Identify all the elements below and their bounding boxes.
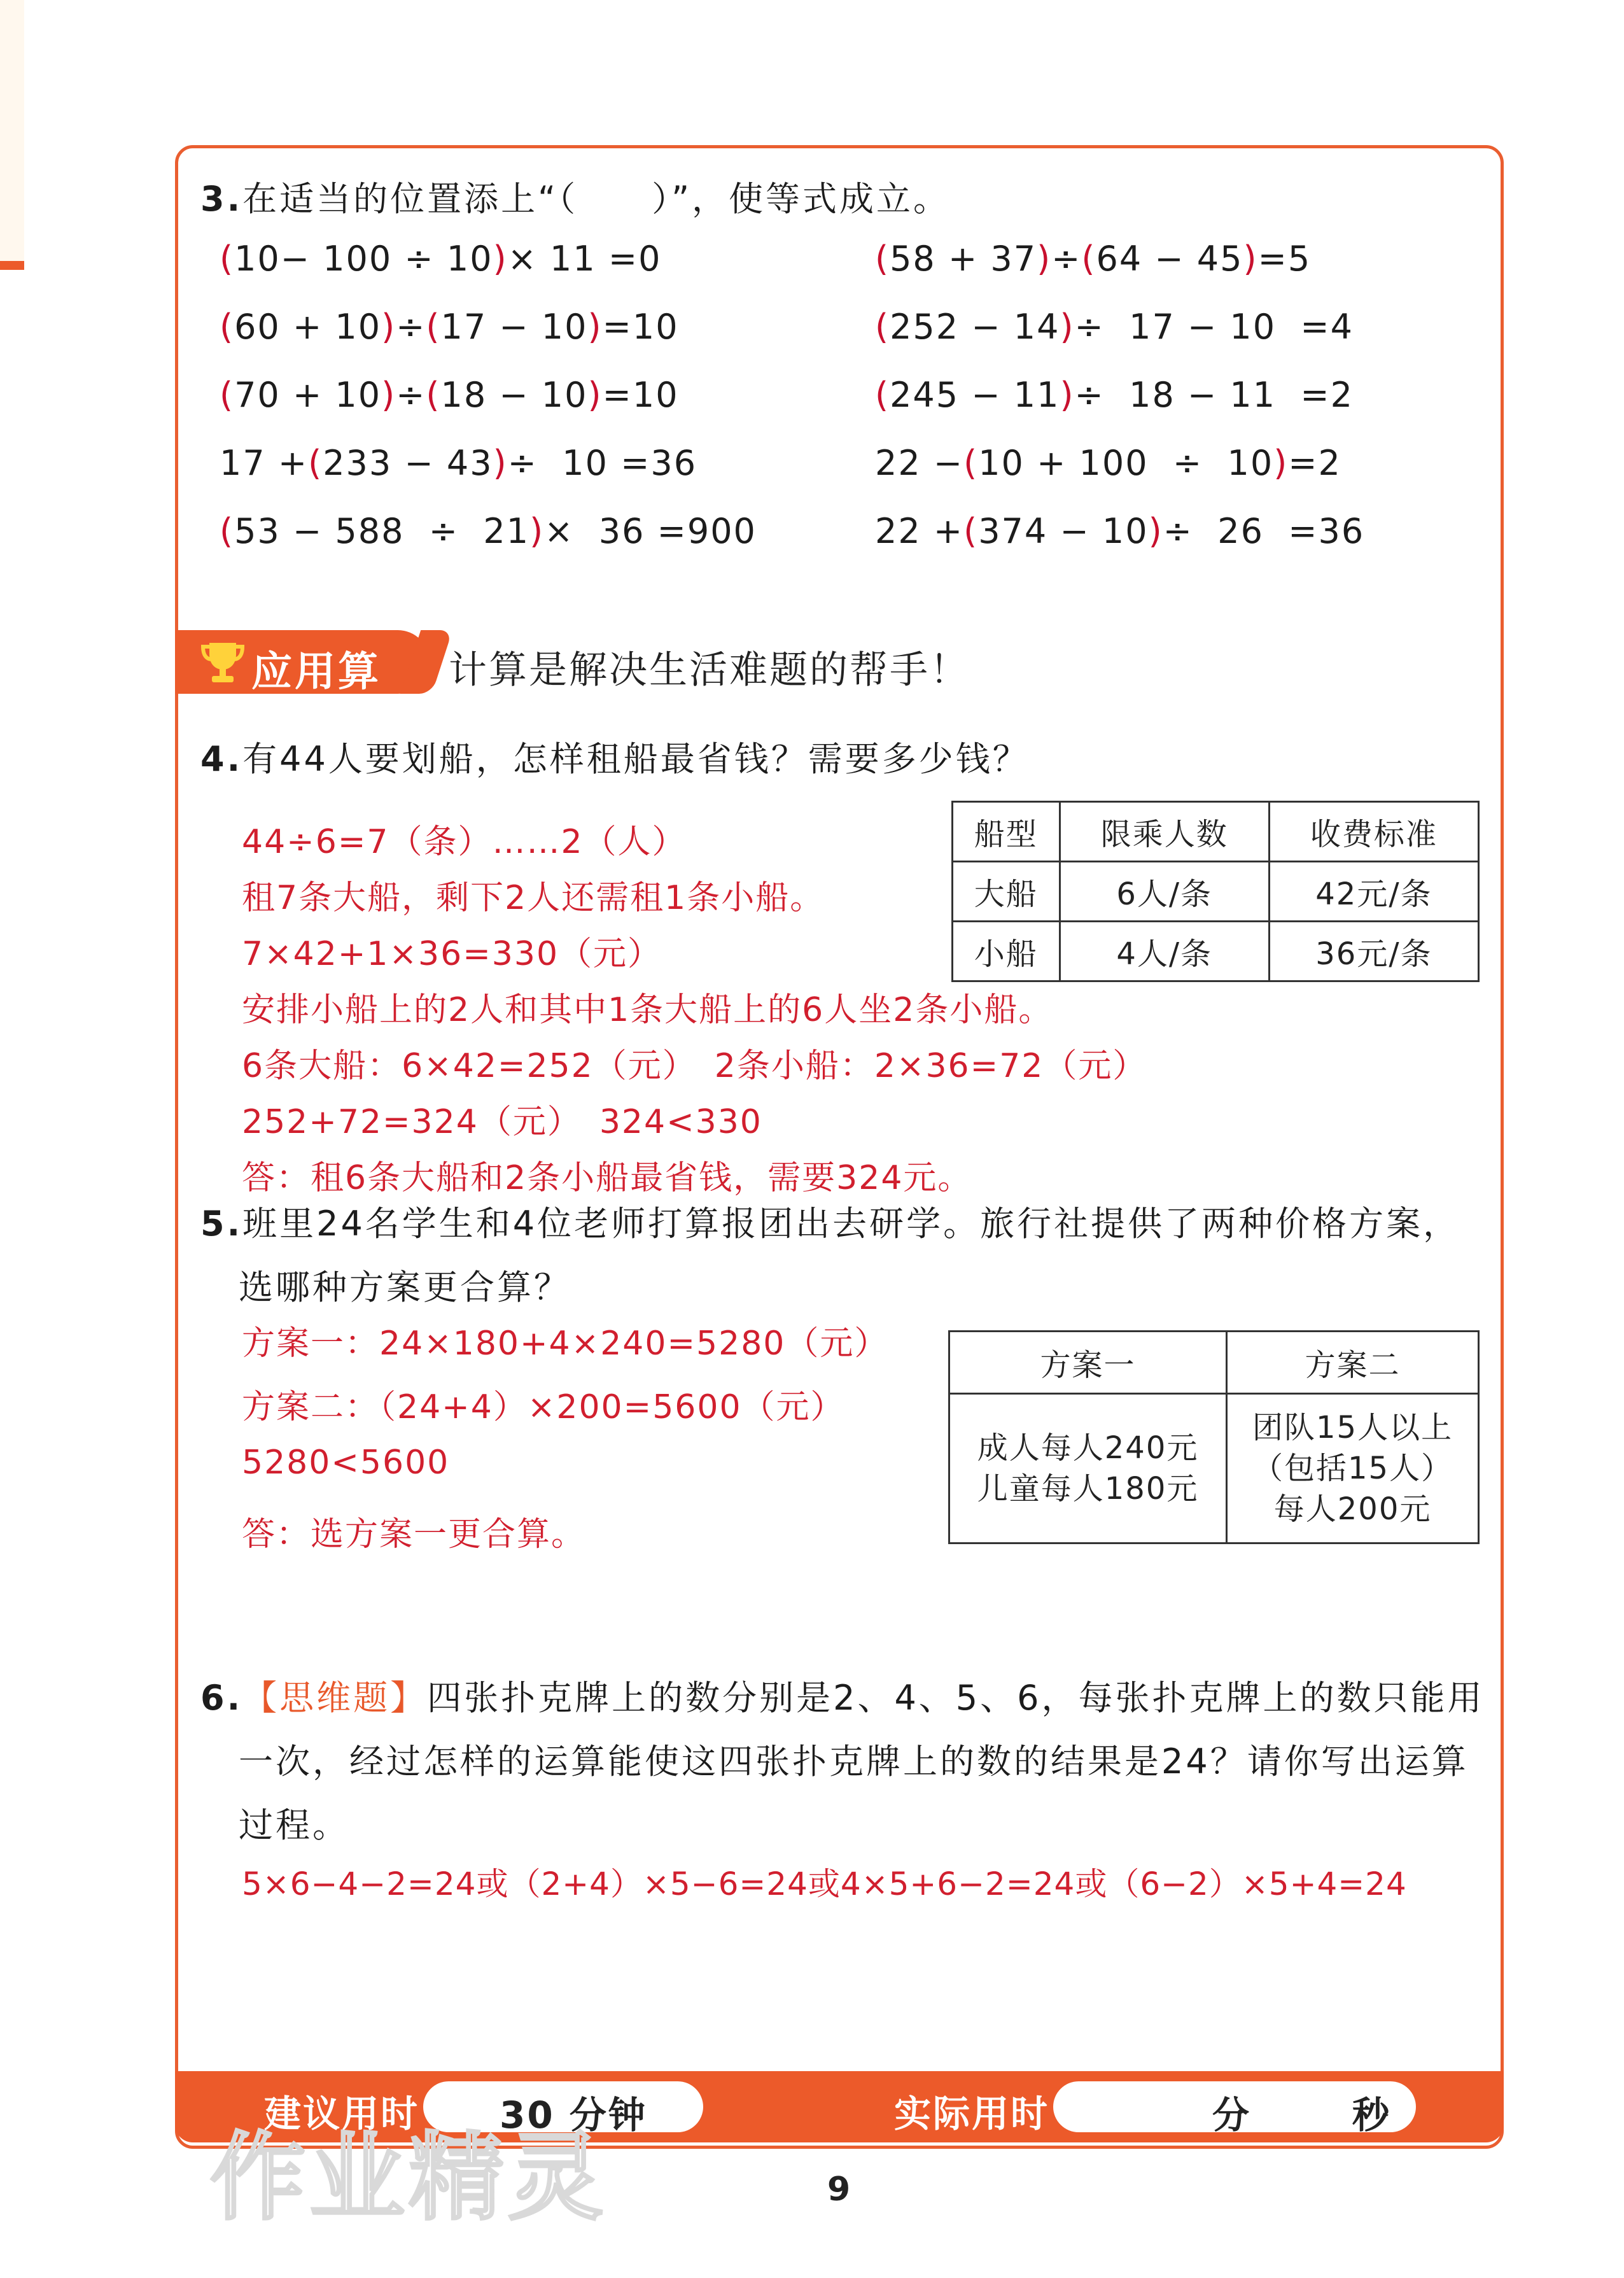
q6-title-line3: 过程。 (239, 1805, 349, 1845)
table-header: 方案一 (949, 1332, 1227, 1394)
q4-answer-line: 租7条大船，剩下2人还需租1条小船。 (242, 879, 825, 917)
q6-answer: 5×6−4−2=24或（2+4）×5−6=24或4×5+6−2=24或（6−2）×5+4=24 (242, 1866, 1407, 1902)
q3-equation: (252 − 14)÷ 17 − 10 =4 (875, 307, 1354, 347)
suggested-time-value: 30 分钟 (500, 2093, 647, 2137)
q3-equation: (70 + 10)÷(18 − 10)=10 (220, 375, 679, 415)
q3-equation: (58 + 37)÷(64 − 45)=5 (875, 239, 1312, 279)
q5-title-line2: 选哪种方案更合算？ (239, 1267, 571, 1307)
q5-title: 5.班里24名学生和4位老师打算报团出去研学。旅行社提供了两种价格方案， (200, 1204, 1460, 1244)
q4-answer-line: 7×42+1×36=330（元） (242, 935, 662, 973)
q6-tag: 【思维题】 (242, 1678, 428, 1718)
q5-answer-line: 答：选方案一更合算。 (242, 1515, 586, 1554)
q5-answer-line: 方案一：24×180+4×240=5280（元） (242, 1325, 889, 1363)
boat-table (951, 801, 1480, 982)
q3-equation: (10− 100 ÷ 10)× 11 =0 (220, 239, 662, 279)
q4-answer-line: 252+72=324（元） 324<330 (242, 1103, 762, 1141)
q4-answer-line: 6条大船：6×42=252（元） 2条小船：2×36=72（元） (242, 1047, 1147, 1085)
table-cell: 团队15人以上 （包括15人） 每人200元 (1227, 1394, 1479, 1543)
q6-title: 6.【思维题】四张扑克牌上的数分别是2、4、5、6，每张扑克牌上的数只能用 (200, 1678, 1485, 1718)
q3-equation: 22 +(374 − 10)÷ 26 =36 (875, 511, 1365, 551)
section-banner (175, 630, 442, 700)
table-cell: 42元/条 (1269, 862, 1478, 922)
q3-equation: (245 − 11)÷ 18 − 11 =2 (875, 375, 1354, 415)
q3-equation: 17 +(233 − 43)÷ 10 =36 (220, 443, 697, 483)
minute-unit: 分 (1212, 2093, 1252, 2137)
table-cell: 大船 (953, 862, 1060, 922)
q3-equation: 22 −(10 + 100 ÷ 10)=2 (875, 443, 1341, 483)
plan-table (948, 1330, 1480, 1544)
q4-answer-line: 安排小船上的2人和其中1条大船上的6人坐2条小船。 (242, 991, 1053, 1029)
q5-answer-line: 方案二：（24+4）×200=5600（元） (242, 1388, 845, 1426)
corner-tab (0, 0, 24, 270)
page-number: 9 (827, 2170, 851, 2209)
q4-answer-line: 答：租6条大船和2条小船最省钱，需要324元。 (242, 1159, 972, 1197)
table-header: 限乘人数 (1060, 802, 1269, 862)
table-cell: 小船 (953, 922, 1060, 981)
table-cell: 36元/条 (1269, 922, 1478, 981)
q3-equation: (60 + 10)÷(17 − 10)=10 (220, 307, 679, 347)
q3-equation: (53 − 588 ÷ 21)× 36 =900 (220, 511, 757, 551)
table-header: 收费标准 (1269, 802, 1478, 862)
watermark: 作业精灵 (210, 2123, 608, 2233)
suggested-time-label: 建议用时 (264, 2092, 420, 2135)
table-header: 方案二 (1227, 1332, 1479, 1394)
q6-title-line2: 一次，经过怎样的运算能使这四张扑克牌上的数的结果是24？请你写出运算 (239, 1741, 1469, 1782)
second-unit: 秒 (1352, 2093, 1392, 2137)
section-tagline: 计算是解决生活难题的帮手！ (449, 648, 970, 693)
trophy-icon (200, 639, 245, 685)
table-cell: 成人每人240元 儿童每人180元 (949, 1394, 1227, 1543)
q4-title: 4.有44人要划船，怎样租船最省钱？需要多少钱？ (200, 739, 1030, 779)
q5-answer-line: 5280<5600 (242, 1444, 450, 1482)
q4-answer-line: 44÷6=7（条）……2（人） (242, 823, 687, 861)
actual-time-label: 实际用时 (894, 2092, 1050, 2135)
section-label: 应用算 (251, 649, 381, 696)
q3-title: 3.在适当的位置添上“（ ）”，使等式成立。 (200, 179, 951, 219)
table-cell: 4人/条 (1060, 922, 1269, 981)
table-cell: 6人/条 (1060, 862, 1269, 922)
table-header: 船型 (953, 802, 1060, 862)
